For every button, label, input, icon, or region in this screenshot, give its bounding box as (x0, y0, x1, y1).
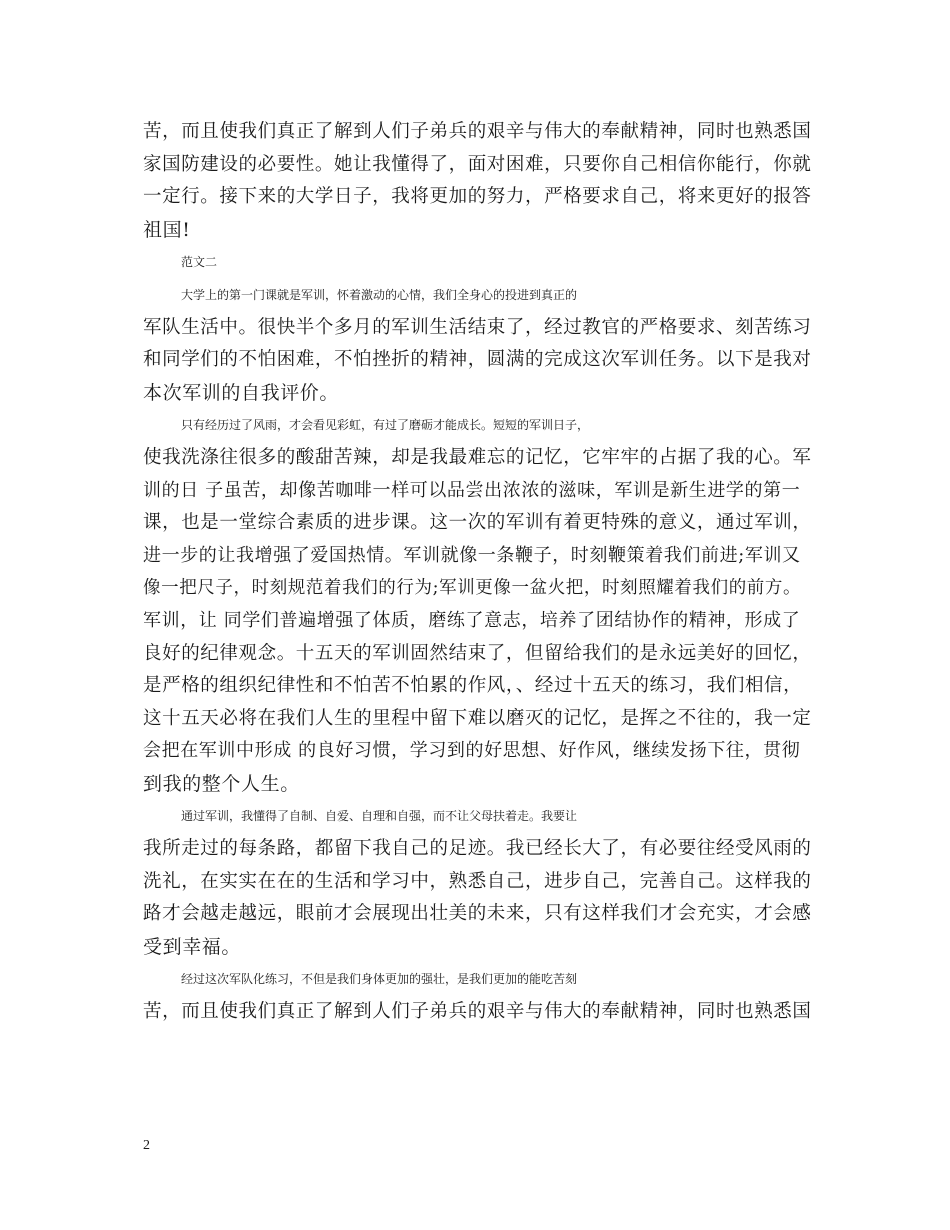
text-line: 受到幸福。 (143, 935, 242, 958)
text-line: 只有经历过了风雨，才会看见彩虹，有过了磨砺才能成长。短短的军训日子， (181, 418, 590, 433)
text-line: 范文二 (181, 255, 218, 270)
text-line: 训的日 子虽苦，却像苦咖啡一样可以品尝出浓浓的滋味，军训是新生进学的第一 (143, 479, 801, 501)
text-line: 祖国! (143, 218, 191, 241)
text-line: 会把在军训中形成 的良好习惯，学习到的好思想、好作风，继续发扬下往，贯彻 (143, 740, 801, 762)
text-line: 是严格的组织纪律性和不怕苦不怕累的作风，、经过十五天的练习，我们相信， (143, 675, 803, 697)
text-line: 苦，而且使我们真正了解到人们子弟兵的艰辛与伟大的奉献精神，同时也熟悉国 (143, 121, 812, 142)
text-line: 到我的整个人生。 (143, 772, 300, 795)
text-line: 我所走过的每条路，都留下我自己的足迹。我已经长大了，有必要往经受风雨的 (143, 838, 812, 860)
document-body (143, 116, 813, 1029)
text-line: 一定行。接下来的大学日子，我将更加的努力，严格要求自己，将来更好的报答 (143, 186, 812, 208)
text-line: 进一步的让我增强了爱国热情。军训就像一条鞭子，时刻鞭策着我们前进;军训又 (143, 544, 801, 566)
text-line: 通过军训，我懂得了自制、自爱、自理和自强，而不让父母扶着走。我要让 (181, 809, 578, 824)
text-line: 像一把尺子，时刻规范着我们的行为;军训更像一盆火把，时刻照耀着我们的前方。 (143, 578, 802, 599)
text-line: 苦，而且使我们真正了解到人们子弟兵的艰辛与伟大的奉献精神，同时也熟悉国 (143, 1001, 812, 1023)
text-line: 良好的纪律观念。十五天的军训固然结束了，但留给我们的是永远美好的回忆， (143, 642, 812, 664)
text-line: 大学上的第一门课就是军训，怀着激动的心情，我们全身心的投进到真正的 (181, 287, 578, 302)
text-line: 军队生活中。很快半个多月的军训生活结束了，经过教官的严格要求、刻苦练习 (143, 316, 812, 338)
text-line: 使我洗涤往很多的酸甜苦辣，却是我最难忘的记忆，它牢牢的占据了我的心。军 (143, 446, 812, 468)
text-line: 洗礼，在实实在在的生活和学习中，熟悉自己，进步自己，完善自己。这样我的 (143, 870, 812, 892)
text-line: 和同学们的不怕困难，不怕挫折的精神，圆满的完成这次军训任务。以下是我对 (143, 349, 812, 371)
text-line: 这十五天必将在我们人生的里程中留下难以磨灭的记忆，是挥之不往的，我一定 (143, 707, 812, 729)
text-line: 家国防建设的必要性。她让我懂得了，面对困难，只要你自己相信你能行，你就 (143, 153, 812, 175)
text-line: 经过这次军队化练习，不但是我们身体更加的强壮，是我们更加的能吃苦刻 (181, 972, 578, 987)
text-line: 路才会越走越远，眼前才会展现出壮美的未来，只有这样我们才会充实，才会感 (143, 903, 812, 925)
text-line: 课，也是一堂综合素质的进步课。这一次的军训有着更特殊的意义，通过军训， (143, 512, 812, 534)
text-line: 军训，让 同学们普遍增强了体质，磨练了意志，培养了团结协作的精神，形成了 (143, 609, 801, 631)
text-line: 本次军训的自我评价。 (143, 381, 340, 404)
page-number: 2 (143, 1138, 150, 1153)
